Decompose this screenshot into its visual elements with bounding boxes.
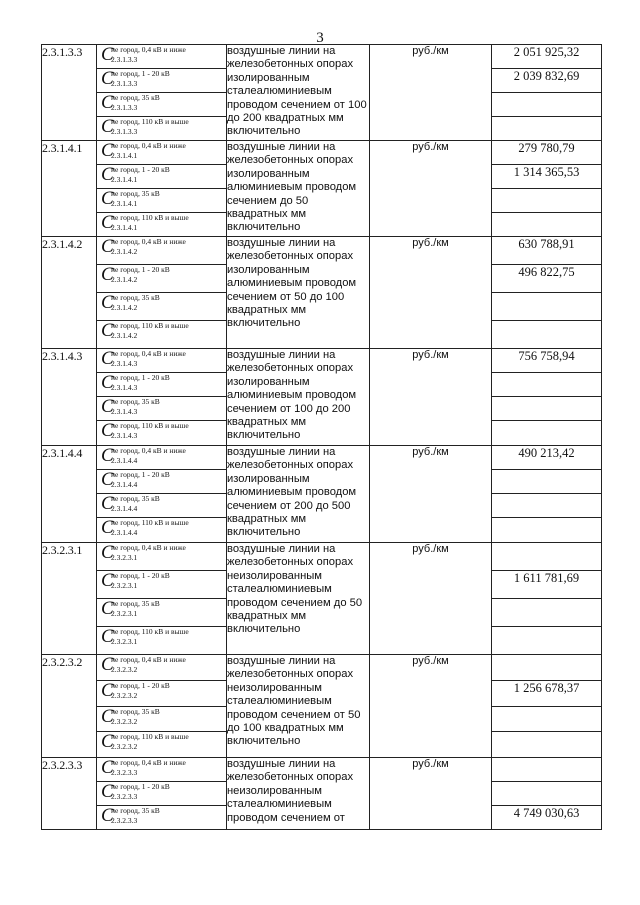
- rate-value: [492, 732, 602, 758]
- rate-symbol-superscript: не город, 0,4 кВ и ниже: [111, 655, 186, 664]
- rate-symbol-subscript: 2.3.1.4.4: [111, 528, 138, 537]
- rate-symbol-subscript: 2.3.1.4.2: [111, 275, 138, 284]
- rate-symbol: [97, 165, 227, 189]
- rate-symbol-subscript: 2.3.2.3.2: [111, 665, 138, 674]
- rate-value: 496 822,75: [492, 265, 602, 293]
- rate-symbol-letter: C: [101, 164, 114, 185]
- table-row: [42, 543, 602, 571]
- rate-symbol-superscript: не город, 110 кВ и выше: [111, 117, 189, 126]
- rate-symbol: [97, 782, 227, 806]
- rate-symbol-subscript: 2.3.1.4.3: [111, 359, 138, 368]
- rate-symbol: [97, 93, 227, 117]
- unit-of-measure: руб./км: [370, 655, 492, 758]
- rate-symbol-superscript: не город, 1 - 20 кВ: [111, 470, 170, 479]
- rate-symbol: [97, 117, 227, 141]
- table-row: [42, 237, 602, 265]
- rate-symbol-letter: C: [101, 517, 114, 538]
- rate-symbol-superscript: не город, 1 - 20 кВ: [111, 265, 170, 274]
- rate-value: 1 314 365,53: [492, 165, 602, 189]
- rate-symbol-letter: C: [101, 348, 114, 369]
- rate-symbol-letter: C: [101, 320, 114, 341]
- rate-symbol: [97, 655, 227, 681]
- table-row: [42, 655, 602, 681]
- rate-symbol: [97, 494, 227, 518]
- rate-value: 4 749 030,63: [492, 806, 602, 830]
- rate-value: [492, 397, 602, 421]
- rate-symbol-subscript: 2.3.2.3.3: [111, 768, 138, 777]
- item-code: 2.3.1.4.3: [42, 349, 97, 446]
- rate-symbol: [97, 265, 227, 293]
- unit-of-measure: руб./км: [370, 45, 492, 141]
- rate-symbol-superscript: не город, 35 кВ: [111, 397, 160, 406]
- rate-symbol: [97, 518, 227, 543]
- rate-symbol-superscript: не город, 1 - 20 кВ: [111, 69, 170, 78]
- line-description: воздушные линии на железобетонных опорах изолированным сталеалюминиевым проводом сечением от 100 до 200 квадратных мм включительно: [227, 45, 370, 141]
- rate-symbol-letter: C: [101, 598, 114, 619]
- table-row: [42, 349, 602, 373]
- rate-symbol-subscript: 2.3.1.3.3: [111, 103, 138, 112]
- rate-value: [492, 93, 602, 117]
- rate-symbol-letter: C: [101, 396, 114, 417]
- rate-symbol-subscript: 2.3.1.3.3: [111, 55, 138, 64]
- rate-symbol-letter: C: [101, 445, 114, 466]
- rate-symbol-superscript: не город, 35 кВ: [111, 293, 160, 302]
- rate-value: [492, 421, 602, 446]
- rate-symbol-superscript: не город, 110 кВ и выше: [111, 213, 189, 222]
- rate-symbol-letter: C: [101, 757, 114, 778]
- rate-value: [492, 470, 602, 494]
- rate-symbol-superscript: не город, 1 - 20 кВ: [111, 165, 170, 174]
- rate-symbol-subscript: 2.3.1.4.4: [111, 504, 138, 513]
- rate-symbol-superscript: не город, 1 - 20 кВ: [111, 681, 170, 690]
- line-description: воздушные линии на железобетонных опорах неизолированным сталеалюминиевым проводом сечением от 50 до 100 квадратных мм включительно: [227, 655, 370, 758]
- rate-symbol-letter: C: [101, 292, 114, 313]
- rate-symbol: [97, 189, 227, 213]
- unit-of-measure: руб./км: [370, 446, 492, 543]
- rate-value: 490 213,42: [492, 446, 602, 470]
- rate-symbol: [97, 806, 227, 830]
- rate-symbol: [97, 732, 227, 758]
- rate-symbol-letter: C: [101, 781, 114, 802]
- item-code: 2.3.2.3.3: [42, 758, 97, 830]
- rate-symbol-letter: C: [101, 236, 114, 257]
- rate-value: [492, 599, 602, 627]
- unit-of-measure: руб./км: [370, 349, 492, 446]
- rate-value: 1 256 678,37: [492, 681, 602, 707]
- rate-symbol-superscript: не город, 110 кВ и выше: [111, 321, 189, 330]
- rate-symbol-subscript: 2.3.2.3.1: [111, 553, 138, 562]
- rate-symbol: [97, 397, 227, 421]
- rate-symbol-superscript: не город, 0,4 кВ и ниже: [111, 349, 186, 358]
- rate-symbol-subscript: 2.3.1.3.3: [111, 127, 138, 136]
- rate-value: 1 611 781,69: [492, 571, 602, 599]
- rate-symbol-superscript: не город, 35 кВ: [111, 93, 160, 102]
- rate-symbol-superscript: не город, 35 кВ: [111, 189, 160, 198]
- rate-symbol-subscript: 2.3.2.3.1: [111, 609, 138, 618]
- table-row: [42, 446, 602, 470]
- rate-symbol: [97, 627, 227, 655]
- rate-symbol-letter: C: [101, 654, 114, 675]
- unit-of-measure: руб./км: [370, 237, 492, 349]
- rate-symbol-subscript: 2.3.1.4.2: [111, 247, 138, 256]
- line-description: воздушные линии на железобетонных опорах неизолированным сталеалюминиевым проводом сечением до 50 квадратных мм включительно: [227, 543, 370, 655]
- rate-value: [492, 213, 602, 237]
- rate-symbol-subscript: 2.3.1.4.1: [111, 151, 138, 160]
- rate-symbol-superscript: не город, 35 кВ: [111, 599, 160, 608]
- rate-value: [492, 758, 602, 782]
- rate-symbol-subscript: 2.3.2.3.2: [111, 717, 138, 726]
- rate-value: [492, 189, 602, 213]
- rate-symbol-subscript: 2.3.1.4.2: [111, 331, 138, 340]
- rate-symbol-subscript: 2.3.1.4.1: [111, 223, 138, 232]
- rate-symbol-letter: C: [101, 420, 114, 441]
- rate-symbol-subscript: 2.3.1.4.4: [111, 480, 138, 489]
- item-code: 2.3.1.4.1: [42, 141, 97, 237]
- item-code: 2.3.1.3.3: [42, 45, 97, 141]
- table-row: [42, 758, 602, 782]
- rate-symbol-letter: C: [101, 706, 114, 727]
- rate-symbol: [97, 141, 227, 165]
- rate-symbol-letter: C: [101, 493, 114, 514]
- item-code: 2.3.1.4.4: [42, 446, 97, 543]
- rate-symbol-subscript: 2.3.1.4.2: [111, 303, 138, 312]
- line-description: воздушные линии на железобетонных опорах неизолированным сталеалюминиевым проводом сечением от: [227, 758, 370, 830]
- rate-symbol-letter: C: [101, 264, 114, 285]
- rate-symbol: [97, 293, 227, 321]
- rate-value: [492, 655, 602, 681]
- rate-symbol: [97, 237, 227, 265]
- rate-symbol-superscript: не город, 110 кВ и выше: [111, 518, 189, 527]
- rate-symbol-subscript: 2.3.2.3.2: [111, 742, 138, 751]
- table-row: [42, 141, 602, 165]
- rate-symbol: [97, 571, 227, 599]
- rate-symbol-subscript: 2.3.1.4.1: [111, 199, 138, 208]
- rate-symbol-superscript: не город, 110 кВ и выше: [111, 627, 189, 636]
- rate-value: [492, 707, 602, 732]
- rate-value: 630 788,91: [492, 237, 602, 265]
- rate-symbol: [97, 45, 227, 69]
- rate-symbol-subscript: 2.3.2.3.1: [111, 637, 138, 646]
- rate-symbol: [97, 321, 227, 349]
- rate-value: [492, 117, 602, 141]
- rate-symbol-superscript: не город, 0,4 кВ и ниже: [111, 237, 186, 246]
- rate-symbol-superscript: не город, 35 кВ: [111, 806, 160, 815]
- rate-symbol-subscript: 2.3.1.3.3: [111, 79, 138, 88]
- rate-symbol: [97, 373, 227, 397]
- rate-value: 756 758,94: [492, 349, 602, 373]
- rate-symbol-letter: C: [101, 731, 114, 752]
- rate-symbol-superscript: не город, 0,4 кВ и ниже: [111, 446, 186, 455]
- rate-symbol-letter: C: [101, 188, 114, 209]
- rate-symbol-superscript: не город, 1 - 20 кВ: [111, 782, 170, 791]
- rate-symbol: [97, 599, 227, 627]
- rate-symbol-letter: C: [101, 570, 114, 591]
- rate-symbol-letter: C: [101, 542, 114, 563]
- unit-of-measure: руб./км: [370, 543, 492, 655]
- rate-symbol: [97, 543, 227, 571]
- rate-symbol-subscript: 2.3.2.3.1: [111, 581, 138, 590]
- rate-value: [492, 518, 602, 543]
- item-code: 2.3.1.4.2: [42, 237, 97, 349]
- rate-symbol-superscript: не город, 35 кВ: [111, 494, 160, 503]
- rate-symbol-letter: C: [101, 372, 114, 393]
- rate-symbol: [97, 681, 227, 707]
- rate-symbol: [97, 213, 227, 237]
- rate-symbol-letter: C: [101, 116, 114, 137]
- rate-symbol-letter: C: [101, 68, 114, 89]
- rate-value: [492, 293, 602, 321]
- unit-of-measure: руб./км: [370, 758, 492, 830]
- rate-symbol: [97, 446, 227, 470]
- item-code: 2.3.2.3.1: [42, 543, 97, 655]
- rate-symbol-letter: C: [101, 140, 114, 161]
- rate-symbol-superscript: не город, 0,4 кВ и ниже: [111, 758, 186, 767]
- rate-symbol: [97, 758, 227, 782]
- rate-value: [492, 543, 602, 571]
- rate-symbol-letter: C: [101, 626, 114, 647]
- rate-symbol-subscript: 2.3.1.4.3: [111, 383, 138, 392]
- rate-value: [492, 321, 602, 349]
- rate-symbol-subscript: 2.3.1.4.1: [111, 175, 138, 184]
- line-description: воздушные линии на железобетонных опорах изолированным алюминиевым проводом сечением до 50 квадратных мм включительно: [227, 141, 370, 237]
- rate-value: 2 051 925,32: [492, 45, 602, 69]
- rate-symbol-letter: C: [101, 92, 114, 113]
- rate-symbol-letter: C: [101, 680, 114, 701]
- line-description: воздушные линии на железобетонных опорах изолированным алюминиевым проводом сечением от 200 до 500 квадратных мм включительно: [227, 446, 370, 543]
- rate-symbol-letter: C: [101, 469, 114, 490]
- rate-symbol-letter: C: [101, 44, 114, 65]
- rate-symbol: [97, 707, 227, 732]
- item-code: 2.3.2.3.2: [42, 655, 97, 758]
- rate-symbol: [97, 349, 227, 373]
- rate-symbol-superscript: не город, 110 кВ и выше: [111, 732, 189, 741]
- rate-symbol-superscript: не город, 35 кВ: [111, 707, 160, 716]
- rate-symbol-superscript: не город, 1 - 20 кВ: [111, 571, 170, 580]
- line-description: воздушные линии на железобетонных опорах изолированным алюминиевым проводом сечением от 50 до 100 квадратных мм включительно: [227, 237, 370, 349]
- rate-symbol-letter: C: [101, 805, 114, 826]
- rate-value: [492, 627, 602, 655]
- rate-symbol-letter: C: [101, 212, 114, 233]
- table-row: [42, 45, 602, 69]
- rate-symbol-subscript: 2.3.2.3.3: [111, 816, 138, 825]
- rate-symbol-subscript: 2.3.1.4.3: [111, 431, 138, 440]
- tariff-body: [42, 45, 602, 830]
- rate-value: [492, 782, 602, 806]
- rate-symbol-superscript: не город, 1 - 20 кВ: [111, 373, 170, 382]
- tariff-table: [41, 44, 602, 830]
- rate-value: 2 039 832,69: [492, 69, 602, 93]
- rate-symbol: [97, 69, 227, 93]
- rate-symbol-subscript: 2.3.2.3.3: [111, 792, 138, 801]
- line-description: воздушные линии на железобетонных опорах изолированным алюминиевым проводом сечением от 100 до 200 квадратных мм включительно: [227, 349, 370, 446]
- page-number: 3: [316, 30, 324, 46]
- rate-symbol-superscript: не город, 0,4 кВ и ниже: [111, 45, 186, 54]
- rate-symbol: [97, 421, 227, 446]
- rate-value: 279 780,79: [492, 141, 602, 165]
- rate-symbol: [97, 470, 227, 494]
- rate-symbol-superscript: не город, 0,4 кВ и ниже: [111, 543, 186, 552]
- rate-symbol-superscript: не город, 0,4 кВ и ниже: [111, 141, 186, 150]
- rate-symbol-subscript: 2.3.2.3.2: [111, 691, 138, 700]
- rate-value: [492, 494, 602, 518]
- unit-of-measure: руб./км: [370, 141, 492, 237]
- rate-symbol-subscript: 2.3.1.4.3: [111, 407, 138, 416]
- rate-value: [492, 373, 602, 397]
- rate-symbol-superscript: не город, 110 кВ и выше: [111, 421, 189, 430]
- rate-symbol-subscript: 2.3.1.4.4: [111, 456, 138, 465]
